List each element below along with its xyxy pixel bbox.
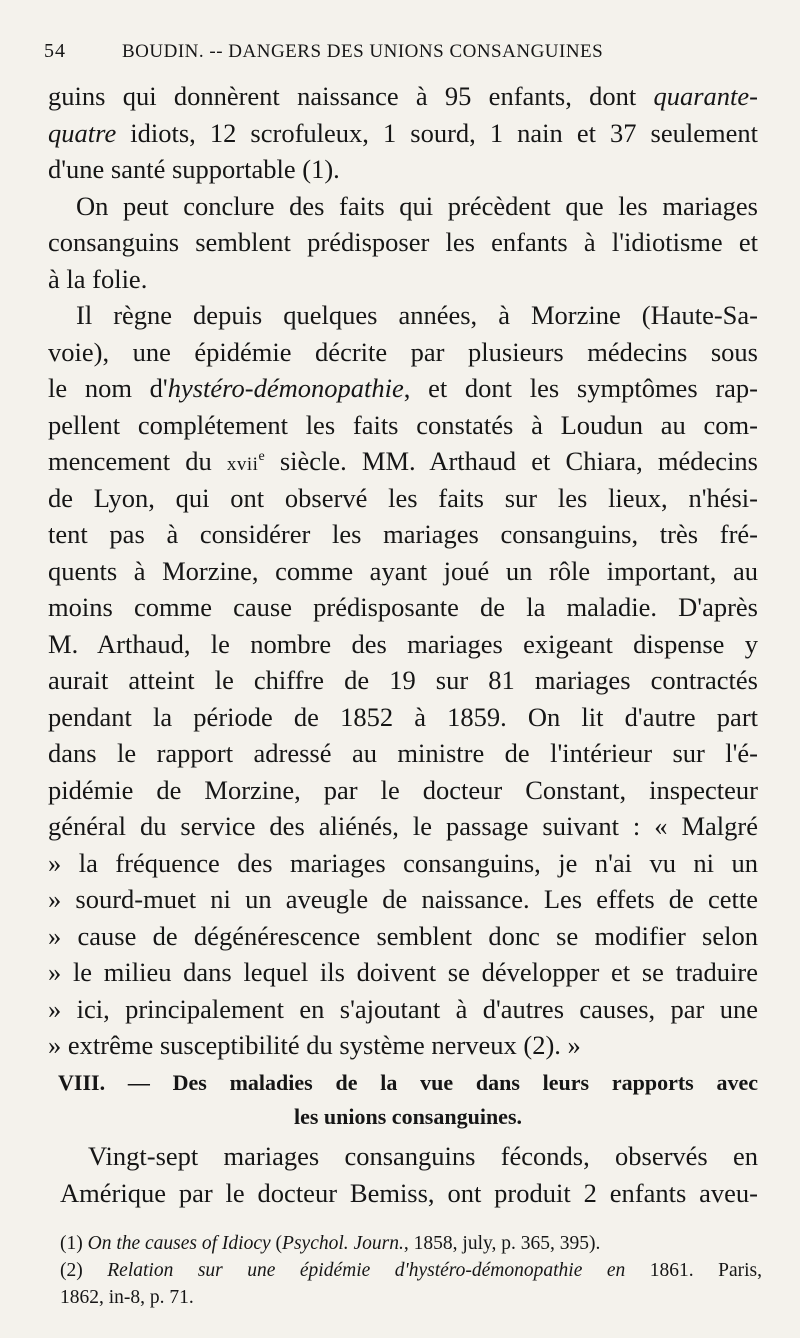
footnotes xyxy=(60,1230,762,1311)
text-line: M. Arthaud, le nombre des mariages exigeant dispense y xyxy=(48,628,758,659)
text-line: Vingt-sept mariages consanguins féconds, observés en xyxy=(88,1141,758,1171)
text-line: quatre idiots, 12 scrofuleux, 1 sourd, 1 nain et 37 seulement xyxy=(48,117,758,148)
text-line: » le milieu dans lequel ils doivent se développer et se traduire xyxy=(48,957,758,987)
section-heading xyxy=(58,1066,758,1134)
text-line: moins comme cause prédisposante de la maladie. D'après xyxy=(48,592,758,622)
text-line: le nom d'hystéro-démonopathie, et dont les symptômes rap- xyxy=(48,373,759,403)
text-line: pendant la période de 1852 à 1859. On lit d'autre part xyxy=(48,701,758,732)
text-line: dans le rapport adressé au ministre de l'intérieur sur l'é- xyxy=(48,738,758,768)
text-line: On peut conclure des faits qui précèdent que les mariages xyxy=(76,190,758,221)
text-line: voie), une épidémie décrite par plusieurs médecins sous xyxy=(48,336,758,367)
text-line: pellent complétement les faits constatés à Loudun au com- xyxy=(48,409,758,440)
text-line: » la fréquence des mariages consanguins, je n'ai vu ni un xyxy=(48,847,758,878)
section-number: VIII. xyxy=(58,1070,106,1095)
text-line: tent pas à considérer les mariages consanguins, très fré- xyxy=(48,519,758,549)
footnote-2-continued: 1862, in-8, p. 71. xyxy=(60,1287,194,1308)
section-heading-line: les unions consanguines. xyxy=(293,1104,523,1129)
text-line: à la folie. xyxy=(48,263,148,294)
text-line: d'une santé supportable (1). xyxy=(48,154,340,184)
text-line: pidémie de Morzine, par le docteur Constant, inspecteur xyxy=(48,774,758,805)
page-number: 54 xyxy=(44,40,66,62)
body-text-continued xyxy=(60,1138,758,1211)
text-line: de Lyon, qui ont observé les faits sur les lieux, n'hési- xyxy=(48,482,758,513)
text-line: Amérique par le docteur Bemiss, ont produit 2 enfants aveu- xyxy=(60,1177,758,1208)
text-line: guins qui donnèrent naissance à 95 enfants, dont quarante- xyxy=(48,81,758,111)
text-line: Il règne depuis quelques années, à Morzine (Haute-Sa- xyxy=(76,300,758,330)
text-line: » cause de dégénérescence semblent donc se modifier selon xyxy=(48,920,758,951)
body-text xyxy=(48,78,758,1064)
text-line: » ici, principalement en s'ajoutant à d'autres causes, par une xyxy=(48,993,758,1024)
text-line: quents à Morzine, comme ayant joué un rôle important, au xyxy=(48,555,758,586)
text-line: général du service des aliénés, le passage suivant : « Malgré xyxy=(48,811,758,841)
text-line: mencement du xvii$^e$ siècle. MM. Arthaud et Chiara, médecins xyxy=(48,446,758,476)
text-line: consanguins semblent prédisposer les enfants à l'idiotisme et xyxy=(48,227,758,257)
footnote-2: (2) Relation sur une épidémie d'hystéro-démonopathie en 1861. Paris, xyxy=(60,1260,763,1281)
footnote-1: (1) On the causes of Idiocy (Psychol. Journ., 1858, july, p. 365, 395). xyxy=(60,1233,601,1254)
running-title: BOUDIN. -- DANGERS DES UNIONS CONSANGUINES xyxy=(122,41,604,62)
text-line: » sourd-muet ni un aveugle de naissance. Les effets de cette xyxy=(48,884,758,914)
text-line: aurait atteint le chiffre de 19 sur 81 mariages contractés xyxy=(48,665,758,695)
section-heading-line: VIII. — Des maladies de la vue dans leurs rapports avec xyxy=(58,1070,759,1095)
text-line: » extrême susceptibilité du système nerveux (2). » xyxy=(48,1030,581,1060)
running-header xyxy=(44,40,764,63)
